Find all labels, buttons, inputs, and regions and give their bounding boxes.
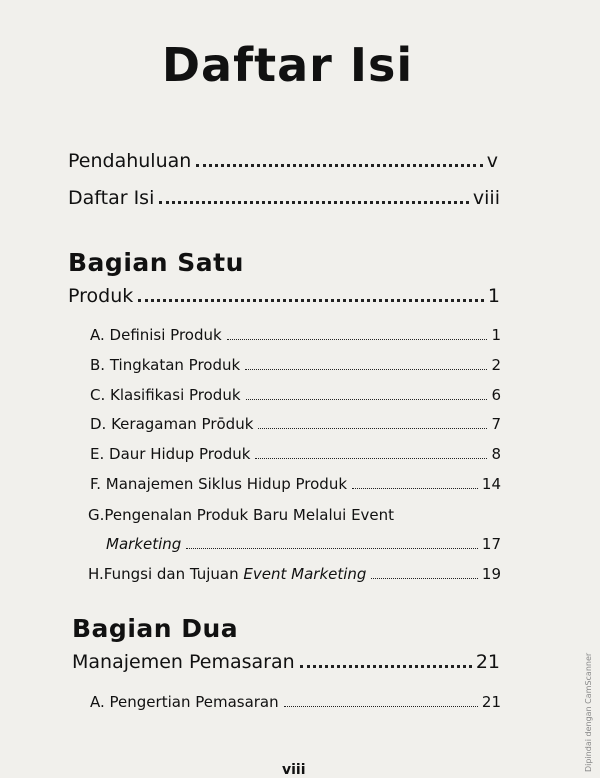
leader-dots [371, 578, 477, 579]
leader-dots [186, 548, 478, 549]
toc-entry-daftar-isi[interactable] [68, 187, 500, 209]
toc-entry-page: 6 [491, 386, 501, 404]
toc-item-pengertian-pemasaran[interactable] [90, 693, 501, 711]
toc-entry-label: F. Manajemen Siklus Hidup Produk [90, 475, 348, 493]
leader-dots [258, 428, 487, 429]
leader-dots [284, 706, 478, 707]
toc-entry-page: 21 [481, 693, 501, 711]
toc-entry-page: v [486, 150, 498, 172]
toc-entry-page: 1 [487, 285, 500, 307]
leader-dots [246, 399, 488, 400]
toc-entry-page: viii [472, 187, 500, 209]
leader-dots [196, 164, 482, 167]
toc-item-pengenalan-produk[interactable] [106, 535, 501, 553]
leader-dots [227, 339, 488, 340]
leader-dots [245, 369, 487, 370]
leader-dots [300, 665, 472, 668]
page-title: Daftar Isi [161, 38, 414, 92]
toc-entry-label-italic: Event Marketing [243, 565, 367, 583]
toc-entry-label: Daftar Isi [68, 187, 155, 209]
toc-entry-label: Manajemen Pemasaran [72, 651, 295, 673]
toc-chapter-manajemen-pemasaran[interactable] [72, 651, 500, 673]
toc-entry-page: 21 [475, 651, 500, 673]
toc-entry-label-text: H.Fungsi dan Tujuan [88, 565, 244, 583]
toc-entry-label: Produk [68, 285, 134, 307]
toc-item-definisi-produk[interactable] [90, 326, 501, 344]
toc-entry-page: 7 [491, 415, 501, 433]
toc-entry-label: C. Klasifikasi Produk [90, 386, 241, 404]
toc-item-daur-hidup-produk[interactable] [90, 445, 501, 463]
toc-item-keragaman-produk[interactable] [90, 415, 501, 433]
toc-entry-label: Pendahuluan [68, 150, 192, 172]
toc-item-klasifikasi-produk[interactable] [90, 386, 501, 404]
toc-item-pengenalan-produk-line1[interactable]: G.Pengenalan Produk Baru Melalui Event [88, 506, 395, 524]
leader-dots [352, 488, 478, 489]
toc-entry-page: 19 [481, 565, 501, 583]
toc-chapter-produk[interactable] [68, 285, 500, 307]
toc-entry-page: 14 [481, 475, 501, 493]
toc-entry-label: A. Definisi Produk [90, 326, 222, 344]
page-number: viii [282, 762, 306, 778]
toc-entry-label: A. Pengertian Pemasaran [90, 693, 279, 711]
leader-dots [159, 201, 469, 204]
toc-entry-label: D. Keragaman Prōduk [90, 415, 254, 433]
toc-entry-label: B. Tingkatan Produk [90, 356, 241, 374]
toc-entry-label: E. Daur Hidup Produk [90, 445, 251, 463]
section-heading-bagian-satu: Bagian Satu [68, 248, 244, 277]
toc-item-manajemen-siklus[interactable] [90, 475, 501, 493]
toc-entry-page: 2 [491, 356, 501, 374]
toc-entry-pendahuluan[interactable] [68, 150, 498, 172]
scanner-watermark-text: Dipindai dengan CamScanner [584, 652, 593, 772]
leader-dots [138, 299, 484, 302]
toc-entry-label [88, 565, 366, 583]
toc-entry-page: 17 [481, 535, 501, 553]
section-heading-bagian-dua: Bagian Dua [72, 614, 239, 643]
leader-dots [255, 458, 487, 459]
toc-item-fungsi-tujuan[interactable] [88, 565, 501, 583]
scanner-watermark [584, 640, 596, 772]
toc-entry-page: 8 [491, 445, 501, 463]
toc-item-tingkatan-produk[interactable] [90, 356, 501, 374]
toc-entry-page: 1 [491, 326, 501, 344]
toc-entry-label: Marketing [106, 535, 182, 553]
